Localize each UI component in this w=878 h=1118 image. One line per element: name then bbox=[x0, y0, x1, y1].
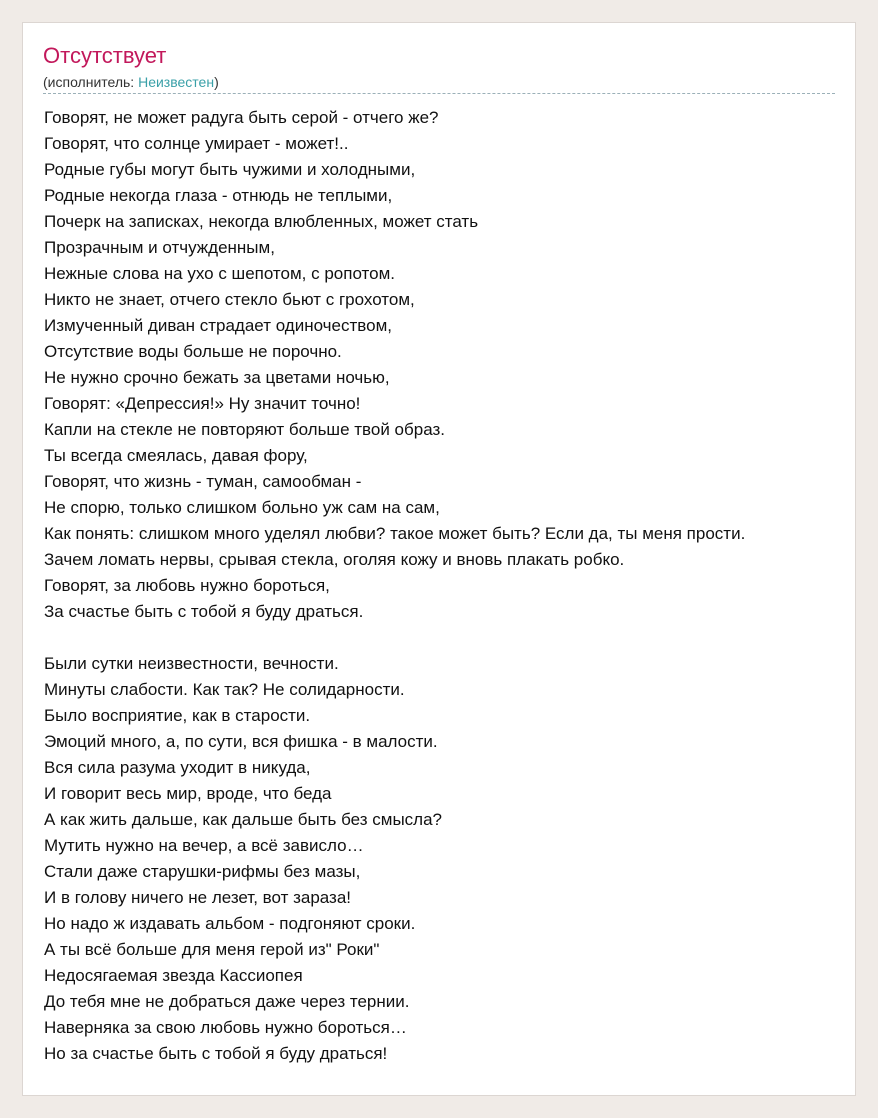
lyric-line: Но надо ж издавать альбом - подгоняют сроки. bbox=[44, 914, 416, 933]
lyric-line: Наверняка за свою любовь нужно бороться… bbox=[44, 1018, 407, 1037]
lyric-line: Не нужно срочно бежать за цветами ночью, bbox=[44, 368, 390, 387]
lyric-line: Родные некогда глаза - отнюдь не теплыми, bbox=[44, 186, 393, 205]
stanza bbox=[44, 105, 745, 625]
lyric-line: До тебя мне не добраться даже через тернии. bbox=[44, 992, 410, 1011]
lyric-line: Говорят, что жизнь - туман, самообман - bbox=[44, 472, 362, 491]
artist-line bbox=[43, 74, 219, 90]
lyric-line: Не спорю, только слишком больно уж сам на сам, bbox=[44, 498, 440, 517]
lyrics-card bbox=[22, 22, 856, 1096]
lyric-line: Вся сила разума уходит в никуда, bbox=[44, 758, 311, 777]
lyric-line: Почерк на записках, некогда влюбленных, может стать bbox=[44, 212, 479, 231]
lyric-line: Говорят, за любовь нужно бороться, bbox=[44, 576, 330, 595]
lyric-line: Мутить нужно на вечер, а всё зависло… bbox=[44, 836, 364, 855]
lyric-line: Было восприятие, как в старости. bbox=[44, 706, 311, 725]
lyric-line: Капли на стекле не повторяют больше твой образ. bbox=[44, 420, 445, 439]
lyric-line: Прозрачным и отчужденным, bbox=[44, 238, 275, 257]
lyric-line: Никто не знает, отчего стекло бьют с грохотом, bbox=[44, 290, 415, 309]
lyric-line: Минуты слабости. Как так? Не солидарности. bbox=[44, 680, 405, 699]
artist-link[interactable]: Неизвестен bbox=[138, 74, 215, 90]
divider bbox=[43, 93, 835, 94]
lyric-line: А ты всё больше для меня герой из" Роки" bbox=[44, 940, 380, 959]
lyric-line: Были сутки неизвестности, вечности. bbox=[44, 654, 339, 673]
lyric-line: Зачем ломать нервы, срывая стекла, оголяя кожу и вновь плакать робко. bbox=[44, 550, 625, 569]
lyric-line: Эмоций много, а, по сути, вся фишка - в малости. bbox=[44, 732, 438, 751]
lyric-line: Как понять: слишком много уделял любви? такое может быть? Если да, ты меня прости. bbox=[44, 524, 746, 543]
lyric-line: Говорят, что солнце умирает - может!.. bbox=[44, 134, 349, 153]
lyric-line: Говорят: «Депрессия!» Ну значит точно! bbox=[44, 394, 361, 413]
lyric-line: Говорят, не может радуга быть серой - отчего же? bbox=[44, 108, 439, 127]
lyric-line: Нежные слова на ухо с шепотом, с ропотом. bbox=[44, 264, 395, 283]
lyric-line: Ты всегда смеялась, давая фору, bbox=[44, 446, 308, 465]
lyric-line: И в голову ничего не лезет, вот зараза! bbox=[44, 888, 352, 907]
lyrics-text bbox=[44, 105, 745, 1093]
lyric-line: За счастье быть с тобой я буду драться. bbox=[44, 602, 364, 621]
artist-prefix: (исполнитель: bbox=[43, 74, 139, 90]
song-title: Отсутствует bbox=[43, 43, 167, 68]
lyric-line: Но за счастье быть с тобой я буду драться! bbox=[44, 1044, 388, 1063]
lyric-line: Отсутствие воды больше не порочно. bbox=[44, 342, 342, 361]
lyric-line: И говорит весь мир, вроде, что беда bbox=[44, 784, 332, 803]
lyric-line: Недосягаемая звезда Кассиопея bbox=[44, 966, 303, 985]
lyric-line: Измученный диван страдает одиночеством, bbox=[44, 316, 392, 335]
lyric-line: А как жить дальше, как дальше быть без смысла? bbox=[44, 810, 443, 829]
artist-suffix: ) bbox=[214, 74, 219, 90]
lyric-line: Стали даже старушки-рифмы без мазы, bbox=[44, 862, 361, 881]
lyric-line: Родные губы могут быть чужими и холодными, bbox=[44, 160, 416, 179]
stanza bbox=[44, 651, 745, 1067]
